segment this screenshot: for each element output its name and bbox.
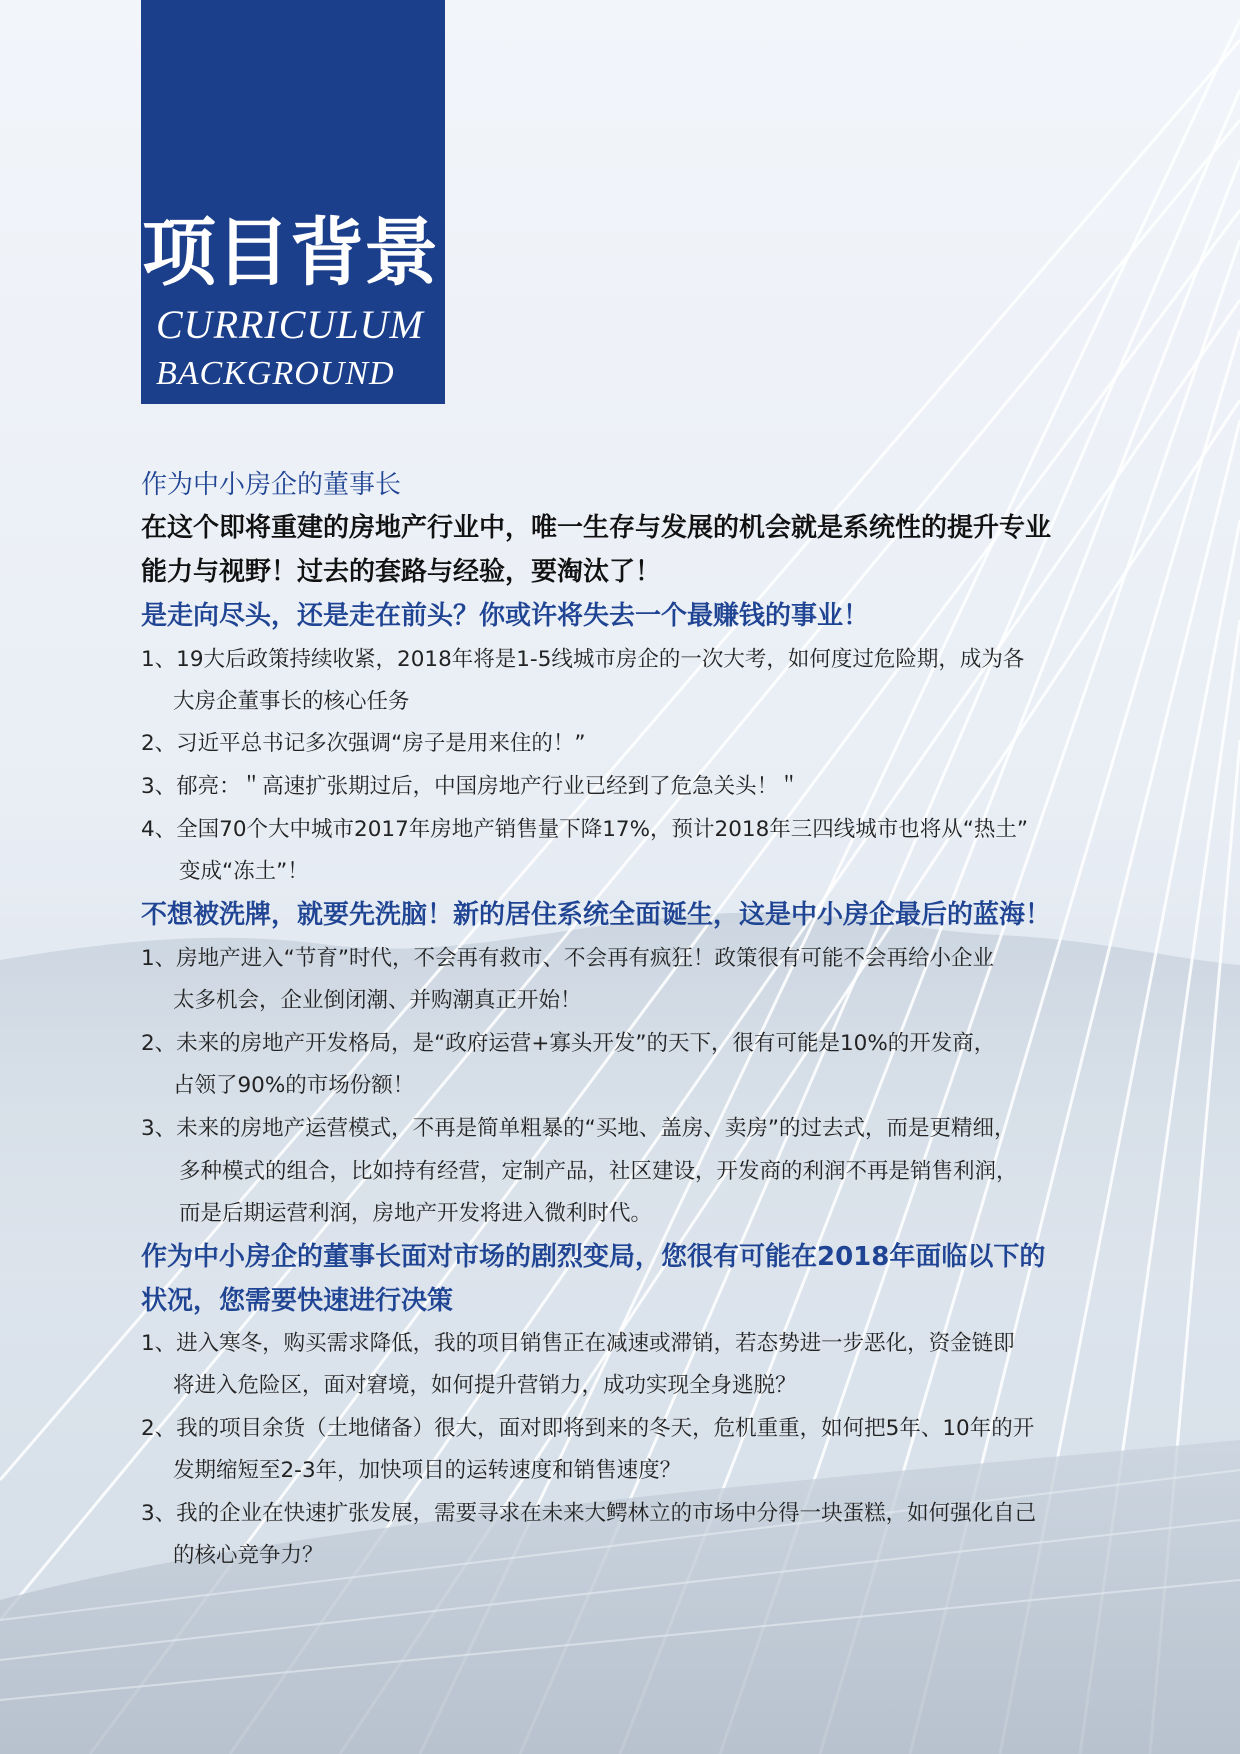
section-subtitle: 作为中小房企的董事长 [141,470,402,500]
list-item: 4、全国70个大中城市2017年房地产销售量下降17%，预计2018年三四线城市也将从“热土” [141,817,1029,842]
page-title-english-line1: CURRICULUM [156,302,424,347]
list-item: 2、未来的房地产开发格局，是“政府运营+寡头开发”的天下，很有可能是10%的开发商， [141,1031,996,1056]
list-item: 1、房地产进入“节育”时代，不会再有救市、不会再有疯狂！政策很有可能不会再给小企业 [141,946,994,971]
list-item-continued: 占领了90%的市场份额！ [173,1073,415,1098]
section-heading: 不想被洗牌，就要先洗脑！新的居住系统全面诞生，这是中小房企最后的蓝海！ [141,900,1052,930]
list-item: 2、我的项目余货（土地储备）很大，面对即将到来的冬天，危机重重，如何把5年、10年的开 [141,1416,1035,1441]
list-item: 1、进入寒冬，购买需求降低，我的项目销售正在减速或滞销，若态势进一步恶化，资金链即 [141,1331,1015,1356]
page-title: 项目背景 [142,210,438,296]
list-item-continued: 而是后期运营利润，房地产开发将进入微利时代。 [179,1201,653,1226]
list-item: 3、未来的房地产运营模式，不再是简单粗暴的“买地、盖房、卖房”的过去式，而是更精细， [141,1116,1016,1141]
list-item-continued: 的核心竞争力？ [173,1543,324,1568]
list-item: 2、习近平总书记多次强调“房子是用来住的！” [141,731,586,756]
list-item-continued: 太多机会，企业倒闭潮、并购潮真正开始！ [173,988,582,1013]
section-heading: 是走向尽头，还是走在前头？你或许将失去一个最赚钱的事业！ [141,601,870,631]
list-item-continued: 大房企董事长的核心任务 [173,689,410,714]
list-item-continued: 发期缩短至2-3年，加快项目的运转速度和销售速度？ [173,1458,682,1483]
section-heading: 状况，您需要快速进行决策 [141,1286,454,1316]
lead-paragraph-line: 能力与视野！过去的套路与经验，要淘汰了！ [141,557,662,587]
page-title-english-line2: BACKGROUND [156,355,395,392]
section-heading: 作为中小房企的董事长面对市场的剧烈变局，您很有可能在2018年面临以下的 [141,1242,1046,1272]
list-item: 3、我的企业在快速扩张发展，需要寻求在未来大鳄林立的市场中分得一块蛋糕，如何强化自己 [141,1501,1037,1526]
list-item-continued: 将进入危险区，面对窘境，如何提升营销力，成功实现全身逃脱？ [173,1373,797,1398]
list-item: 3、郁亮：＂高速扩张期过后，中国房地产行业已经到了危急关头！＂ [141,774,800,799]
lead-paragraph-line: 在这个即将重建的房地产行业中，唯一生存与发展的机会就是系统性的提升专业 [141,513,1052,543]
list-item: 1、19大后政策持续收紧，2018年将是1-5线城市房企的一次大考，如何度过危险期，成为各 [141,647,1025,672]
list-item-continued: 多种模式的组合，比如持有经营，定制产品，社区建设，开发商的利润不再是销售利润， [179,1159,1018,1184]
list-item-continued: 变成“冻土”！ [179,859,309,884]
